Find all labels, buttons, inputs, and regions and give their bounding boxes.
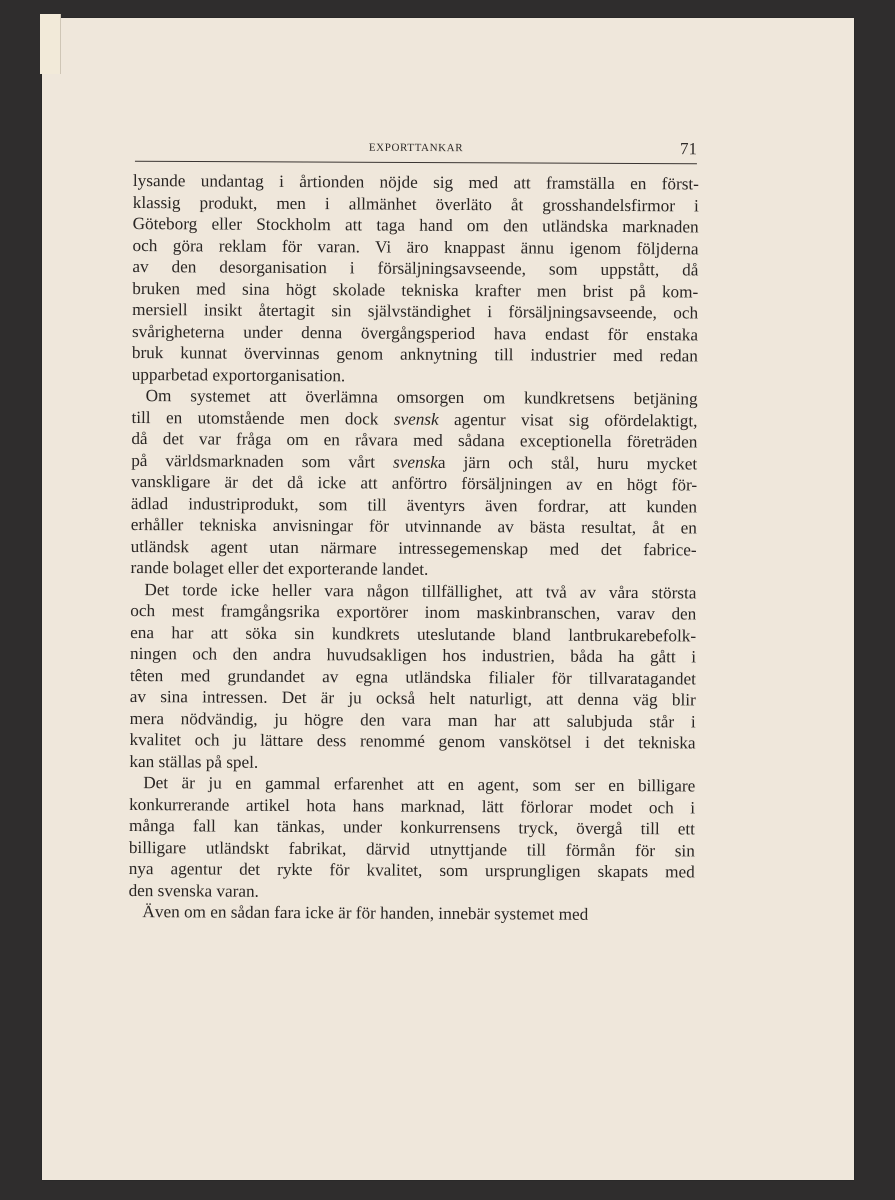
text-line: ningen och den andra huvudsakligen hos industrien, båda ha gått i: [129, 643, 697, 667]
text-line: Det är ju en gammal erfarenhet att en agent, som ser en billigare: [143, 773, 696, 796]
text-line: vanskligare är det då icke att anförtro försäljningen av en högt för-: [131, 471, 698, 495]
text-line: upparbetad exportorganisation.: [131, 364, 346, 385]
text-line: och mest framgångsrika exportörer inom maskinbranschen, varav den: [130, 600, 697, 624]
text-line: utländsk agent utan närmare intressegemenskap med det fabrice-: [130, 536, 697, 559]
text-line: till en utomstående men dock svensk agentur visat sig ofördelaktigt,: [131, 407, 698, 430]
text-line: svårigheterna under denna övergångsperiod hava endast för enstaka: [131, 321, 699, 344]
text-line: av sina intressen. Det är ju också helt naturligt, att denna väg blir: [129, 686, 696, 710]
text-line: många fall kan tänkas, under konkurrensens tryck, övergå till ett: [128, 815, 696, 839]
text-line: bruken med sina högt skolade tekniska krafter men brist på kom-: [132, 278, 699, 301]
text-line: klassig produkt, men i allmänhet överläto åt grosshandelsfirmor i: [132, 192, 699, 215]
paragraph: [129, 578, 696, 775]
emphasis: svensk: [393, 452, 438, 472]
paragraph: [131, 385, 698, 582]
emphasis: svensk: [393, 409, 439, 429]
text-line: Om systemet att överlämna omsorgen om kundkretsens betjäning: [145, 386, 698, 409]
text-line: rande bolaget eller det exporterande landet.: [130, 557, 429, 579]
paragraph: [129, 772, 696, 904]
paragraph: [128, 901, 694, 926]
text-line: av den desorganisation i försäljningsavseende, som uppstått, då: [132, 256, 699, 280]
text-line: då det var fråga om en råvara med sådana exceptionella företräden: [131, 428, 698, 452]
page-number: 71: [679, 139, 698, 159]
text-line: ena har att söka sin kundkrets uteslutande bland lantbrukarebefolk-: [130, 622, 697, 645]
text-line: och göra reklam för varan. Vi äro knappast ännu igenom följderna: [132, 235, 699, 258]
text-line: têten med grundandet av egna utländska filialer för tillvaratagandet: [129, 665, 696, 688]
text-line: Göteborg eller Stockholm att taga hand om den utländska marknaden: [132, 213, 699, 237]
text-line: erhåller tekniska anvisningar för utvinnande av bästa resultat, åt en: [130, 514, 697, 538]
text-line: nya agentur det rykte för kvalitet, som ursprungligen skapats med: [128, 858, 695, 882]
text-line: kvalitet och ju lättare dess renommé genom vanskötsel i det tekniska: [129, 729, 696, 753]
paper-torn-corner: [40, 14, 61, 74]
text-line: kan ställas på spel.: [129, 751, 259, 772]
text-line: lysande undantag i årtionden nöjde sig med att framställa en först-: [132, 170, 699, 194]
text-line: ädlad industriprodukt, som till äventyrs även fordrar, att kunden: [130, 493, 698, 516]
text-line: Även om en sådan fara icke är för handen, innebär systemet med: [142, 902, 589, 924]
text-line: mera nödvändig, ju högre den vara man har att salubjuda står i: [129, 708, 696, 731]
text-line: mersiell insikt återtagit sin självständighet i försäljningsavseende, och: [132, 299, 699, 323]
running-title: EXPORTTANKAR: [368, 141, 464, 155]
text-line: på världsmarknaden som vårt svenska järn och stål, huru mycket: [131, 450, 698, 473]
text-line: billigare utländskt fabrikat, därvid utnyttjande till förmån för sin: [128, 837, 695, 860]
text-line: den svenska varan.: [128, 880, 259, 901]
body-text: [128, 170, 699, 926]
text-line: konkurrerande artikel hota hans marknad, lätt förlorar modet och i: [129, 794, 696, 817]
page-header: [135, 139, 697, 164]
text-line: bruk kunnat övervinnas genom anknytning till industrier med redan: [131, 342, 698, 366]
paragraph: [132, 170, 699, 388]
text-line: Det torde icke heller vara någon tillfällighet, att två av våra största: [144, 579, 697, 602]
